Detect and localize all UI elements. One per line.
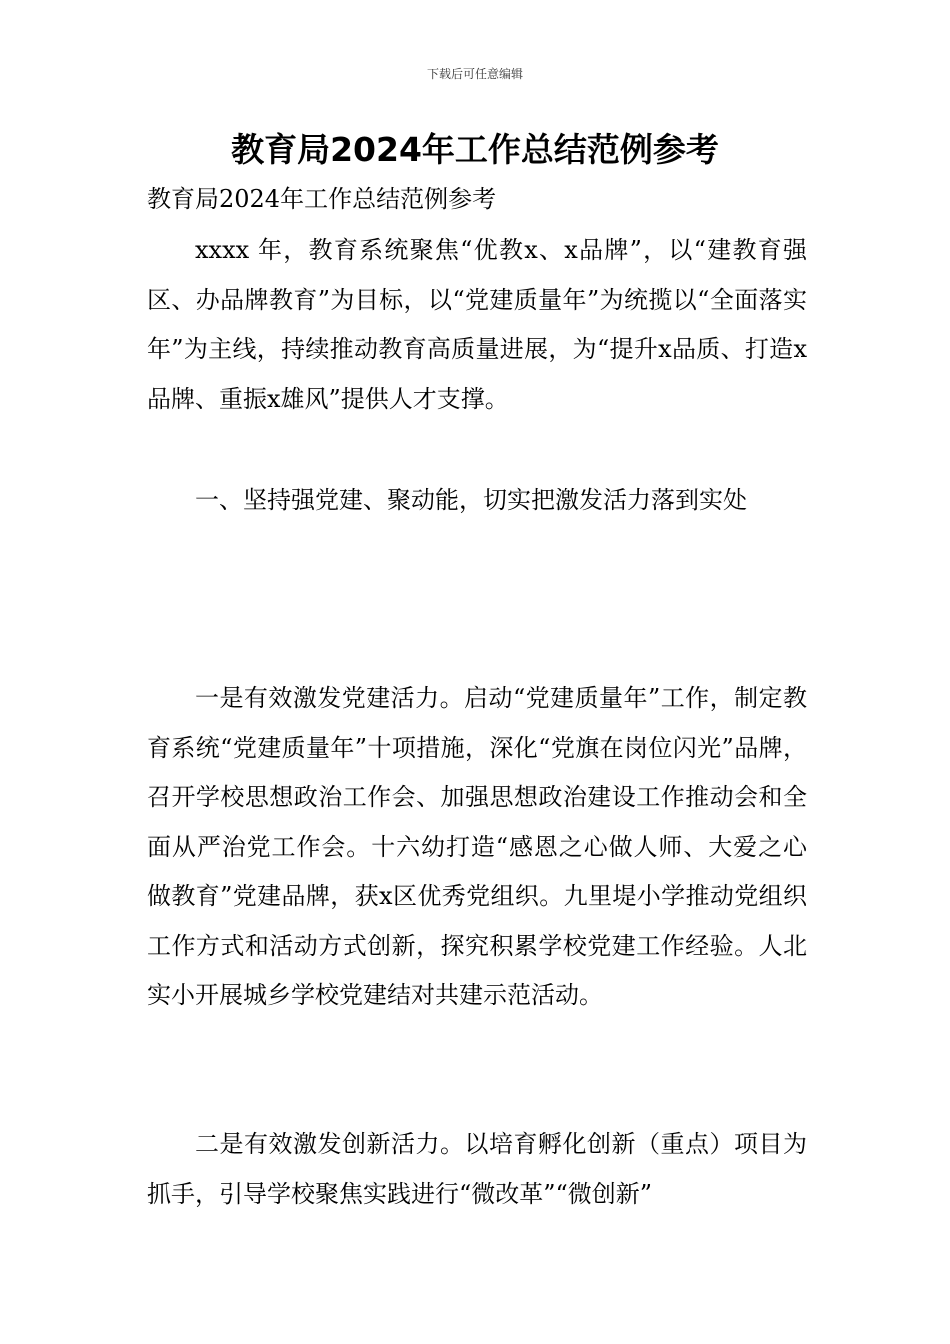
header-note: 下载后可任意编辑 <box>426 67 523 81</box>
intro-paragraph: xxxx 年，教育系统聚焦“优教x、x品牌”，以“建教育强区、办品牌教育”为目标，以“党建质量年”为统揽以“全面落实年”为主线，持续推动教育高质量进展，为“提升x品质、打造x品牌、重振x雄风”提供人才支撑。 <box>147 236 807 413</box>
document-subtitle: 教育局2024年工作总结范例参考 <box>147 185 497 213</box>
section-heading: 一、坚持强党建、聚动能，切实把激发活力落到实处 <box>195 486 747 514</box>
document-title: 教育局2024年工作总结范例参考 <box>231 130 719 169</box>
item-two-paragraph: 二是有效激发创新活力。以培育孵化创新（重点）项目为抓手，引导学校聚焦实践进行“微改革”“微创新” <box>147 1130 807 1208</box>
item-one-paragraph: 一是有效激发党建活力。启动“党建质量年”工作，制定教育系统“党建质量年”十项措施，深化“党旗在岗位闪光”品牌，召开学校思想政治工作会、加强思想政治建设工作推动会和全面从严治党工作会。十六幼打造“感恩之心做人师、大爱之心做教育”党建品牌，获x区优秀党组织。九里堤小学推动党组织工作方式和活动方式创新，探究积累学校党建工作经验。人北实小开展城乡学校党建结对共建示范活动。 <box>147 684 807 1009</box>
